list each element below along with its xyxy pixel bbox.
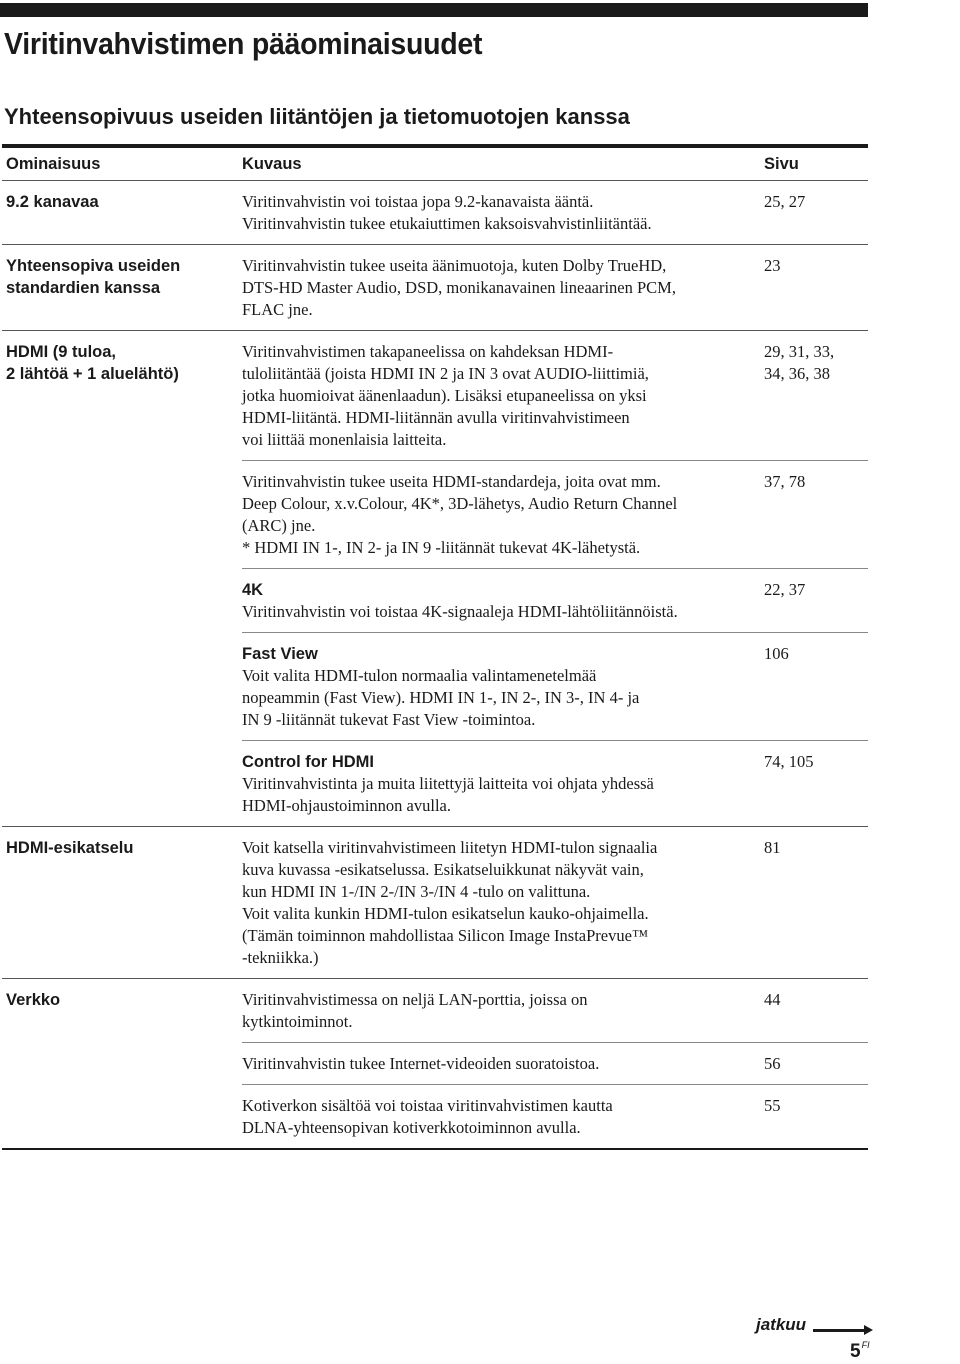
page-reference: 81 [764, 838, 781, 857]
item-description: Viritinvahvistimessa on neljä LAN-porttia, joissa on kytkintoiminnot. [242, 990, 588, 1031]
feature-name: HDMI-esikatselu [6, 839, 134, 857]
page-reference: 56 [764, 1054, 781, 1073]
feature-item [242, 460, 868, 568]
continues-label: jatkuu [756, 1315, 807, 1334]
arrow-right-icon [813, 1329, 865, 1332]
features-table [2, 144, 868, 1150]
item-description: Viritinvahvistimen takapaneelissa on kahdeksan HDMI- tuloliitäntää (joista HDMI IN 2 ja IN 3 ovat AUDIO-liittimiä, jotka huomioivat äänenlaadun). Lisäksi etupaneelissa on yksi HDMI-liitäntä. HDMI-liitännän avulla viritinvahvistimeen voi liittää monenlaisia laitteita. [242, 342, 649, 449]
feature-item [242, 632, 868, 740]
feature-item [242, 1042, 868, 1084]
item-description: Viritinvahvistin tukee Internet-videoiden suoratoistoa. [242, 1054, 600, 1073]
page-title: Viritinvahvistimen pääominaisuudet [4, 26, 483, 61]
section-subtitle: Yhteensopivuus useiden liitäntöjen ja tietomuotojen kanssa [4, 104, 630, 129]
feature-item [242, 1084, 868, 1148]
feature-details [242, 245, 868, 330]
item-description: Voit katsella viritinvahvistimeen liitetyn HDMI-tulon signaalia kuva kuvassa -esikatselussa. Esikatseluikkunat näkyvät vain, kun HDMI IN 1-/IN 2-/IN 3-/IN 4 -tulo on valittuna. Voit valita kunkin HDMI-tulon esikatselun kauko-ohjaimella. (Tämän toiminnon mahdollistaa Silicon Image InstaPrevue™ -tekniikka.) [242, 838, 658, 967]
feature-name: Verkko [6, 991, 61, 1009]
header-description: Kuvaus [242, 154, 302, 173]
feature-details [242, 331, 868, 826]
feature-item [242, 245, 868, 330]
feature-name: Yhteensopiva useiden standardien kanssa [6, 257, 181, 297]
page-reference: 22, 37 [764, 580, 806, 599]
table-row [2, 979, 868, 1150]
item-description: Kotiverkon sisältöä voi toistaa viritinvahvistimen kautta DLNA-yhteensopivan kotiverkkotoiminnon avulla. [242, 1096, 613, 1137]
table-row [2, 331, 868, 827]
item-description: Voit valita HDMI-tulon normaalia valintamenetelmää nopeammin (Fast View). HDMI IN 1-, IN 2-, IN 3-, IN 4- ja IN 9 -liitännät tukevat Fast View -toimintoa. [242, 666, 640, 729]
page-number-suffix: FI [861, 1340, 870, 1350]
feature-item [242, 331, 868, 460]
item-description: Viritinvahvistin tukee useita äänimuotoja, kuten Dolby TrueHD, DTS-HD Master Audio, DSD, monikanavainen lineaarinen PCM, FLAC jne. [242, 256, 676, 319]
table-header [2, 144, 868, 181]
table-row [2, 245, 868, 331]
feature-details [242, 181, 868, 244]
feature-name: 9.2 kanavaa [6, 193, 99, 211]
feature-item [242, 979, 868, 1042]
feature-item [242, 181, 868, 244]
page-number: $5^{FI}$ [850, 1340, 870, 1362]
feature-item [242, 568, 868, 632]
page-reference: 23 [764, 256, 781, 275]
feature-item [242, 740, 868, 826]
item-description: Viritinvahvistin voi toistaa 4K-signaaleja HDMI-lähtöliitännöistä. [242, 602, 678, 621]
page-reference: 44 [764, 990, 781, 1009]
page-reference: 25, 27 [764, 192, 806, 211]
page-reference: 37, 78 [764, 472, 806, 491]
item-description: Viritinvahvistin tukee useita HDMI-standardeja, joita ovat mm. Deep Colour, x.v.Colour, 4K*, 3D-lähetys, Audio Return Channel (ARC) jne. * HDMI IN 1-, IN 2- ja IN 9 -liitännät tukevat 4K-lähetystä. [242, 472, 678, 557]
table-row [2, 181, 868, 245]
table-body [2, 181, 868, 1150]
item-description: Viritinvahvistin voi toistaa jopa 9.2-kanavaista ääntä. Viritinvahvistin tukee etukaiuttimen kaksoisvahvistinliitäntää. [242, 192, 652, 233]
item-heading: 4K [242, 581, 264, 599]
page-reference: 29, 31, 33, 34, 36, 38 [764, 342, 835, 383]
feature-details [242, 979, 868, 1148]
item-heading: Fast View [242, 645, 318, 663]
page-reference: 74, 105 [764, 752, 814, 771]
item-heading: Control for HDMI [242, 753, 374, 771]
feature-name: HDMI (9 tuloa, 2 lähtöä + 1 aluelähtö) [6, 343, 179, 383]
item-description: Viritinvahvistinta ja muita liitettyjä laitteita voi ohjata yhdessä HDMI-ohjaustoiminnon avulla. [242, 774, 654, 815]
feature-item [242, 827, 868, 978]
header-feature: Ominaisuus [6, 154, 101, 173]
page-reference: 55 [764, 1096, 781, 1115]
header-page: Sivu [764, 154, 799, 173]
feature-details [242, 827, 868, 978]
page-reference: 106 [764, 644, 789, 663]
table-row [2, 827, 868, 979]
header-bar [0, 3, 868, 17]
